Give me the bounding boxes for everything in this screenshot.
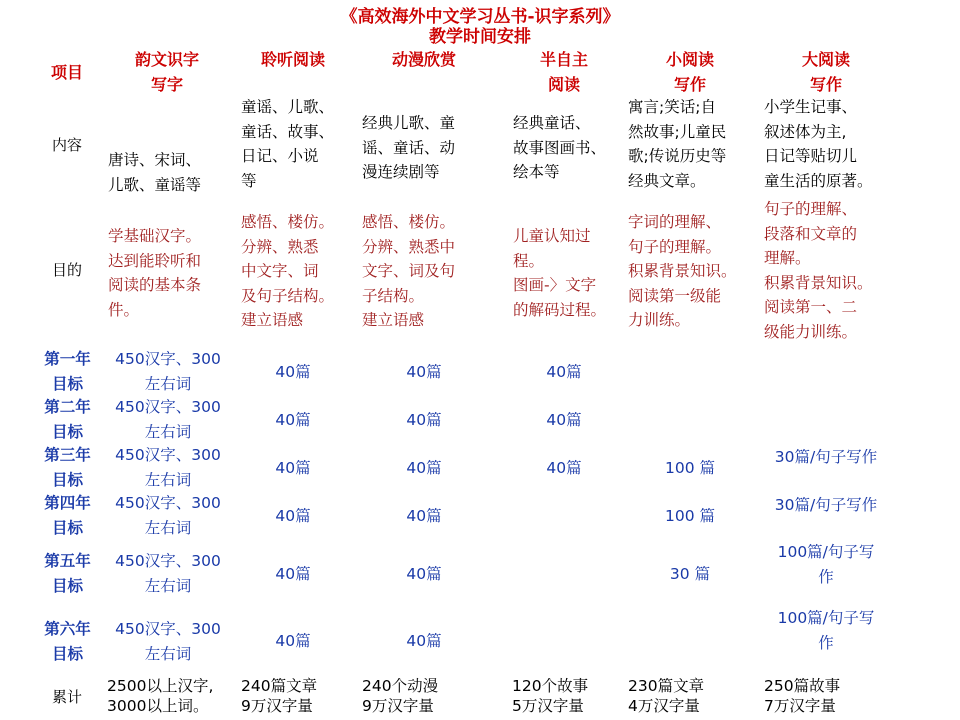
row-label-content: 内容 <box>51 136 82 154</box>
header-col-5: 小阅读 写作 <box>665 50 714 94</box>
year-6-col-3: 40篇 <box>406 632 442 650</box>
year-4-col-2: 40篇 <box>275 507 311 525</box>
year-3-col-5: 100 篇 <box>664 459 715 477</box>
year-4-col-1: 450汉字、300 左右词 <box>115 494 221 537</box>
content-col-5: 寓言;笑话;自 然故事;儿童民 歌;传说历史等 经典文章。 <box>628 98 727 190</box>
year-3-col-4: 40篇 <box>546 459 582 477</box>
content-col-3: 经典儿歌、童 谣、童话、动 漫连续剧等 <box>362 114 456 181</box>
year-5-col-1: 450汉字、300 左右词 <box>115 552 221 595</box>
year-1-label: 第一年 目标 <box>44 350 91 393</box>
year-2-col-4: 40篇 <box>546 411 582 429</box>
header-col-4: 半自主 阅读 <box>539 50 588 94</box>
year-4-label: 第四年 目标 <box>44 494 91 537</box>
header-item: 项目 <box>50 63 83 82</box>
year-6-col-2: 40篇 <box>275 632 311 650</box>
year-2-col-3: 40篇 <box>406 411 442 429</box>
cumulative-col-1: 2500以上汉字, 3000以上词。 <box>107 677 214 715</box>
year-2-label: 第二年 目标 <box>44 398 91 441</box>
year-6-label: 第六年 目标 <box>44 620 91 663</box>
year-1-col-4: 40篇 <box>546 363 582 381</box>
content-col-2: 童谣、儿歌、 童话、故事、 日记、小说 等 <box>241 98 335 190</box>
year-3-col-2: 40篇 <box>275 459 311 477</box>
row-label-purpose: 目的 <box>51 261 82 279</box>
year-5-label: 第五年 目标 <box>44 552 91 595</box>
year-5-col-5: 30 篇 <box>669 565 711 583</box>
year-4-col-6: 30篇/句子写作 <box>774 496 878 514</box>
year-1-col-1: 450汉字、300 左右词 <box>115 350 221 393</box>
purpose-col-6: 句子的理解、 段落和文章的 理解。 积累背景知识。 阅读第一、二 级能力训练。 <box>764 200 873 341</box>
purpose-col-2: 感悟、楼仿。 分辨、熟悉 中文字、词 及句子结构。 建立语感 <box>241 213 335 329</box>
header-col-1: 韵文识字 写字 <box>134 50 199 94</box>
purpose-col-1: 学基础汉字。 达到能聆听和 阅读的基本条 件。 <box>108 227 202 319</box>
purpose-col-4: 儿童认知过 程。 图画-〉文字 的解码过程。 <box>513 227 607 319</box>
year-1-col-2: 40篇 <box>275 363 311 381</box>
content-col-4: 经典童话、 故事图画书、 绘本等 <box>513 114 607 181</box>
header-col-6: 大阅读 写作 <box>801 50 850 94</box>
year-3-label: 第三年 目标 <box>44 446 91 489</box>
year-5-col-2: 40篇 <box>275 565 311 583</box>
row-label-cumulative: 累计 <box>51 688 82 706</box>
cumulative-col-5: 230篇文章 4万汉字量 <box>628 677 705 715</box>
year-1-col-3: 40篇 <box>406 363 442 381</box>
year-6-col-1: 450汉字、300 左右词 <box>115 620 221 663</box>
year-5-col-6: 100篇/句子写 作 <box>777 543 875 586</box>
year-3-col-6: 30篇/句子写作 <box>774 448 878 466</box>
content-col-6: 小学生记事、 叙述体为主, 日记等贴切儿 童生活的原著。 <box>764 98 873 190</box>
cumulative-col-3: 240个动漫 9万汉字量 <box>362 677 439 715</box>
year-3-col-1: 450汉字、300 左右词 <box>115 446 221 489</box>
year-3-col-3: 40篇 <box>406 459 442 477</box>
year-5-col-3: 40篇 <box>406 565 442 583</box>
document-subtitle: 教学时间安排 <box>429 27 531 47</box>
year-2-col-1: 450汉字、300 左右词 <box>115 398 221 441</box>
header-col-2: 聆听阅读 <box>260 50 325 69</box>
cumulative-col-6: 250篇故事 7万汉字量 <box>764 677 841 715</box>
year-2-col-2: 40篇 <box>275 411 311 429</box>
year-6-col-6: 100篇/句子写 作 <box>777 609 875 652</box>
purpose-col-3: 感悟、楼仿。 分辨、熟悉中 文字、词及句 子结构。 建立语感 <box>362 213 456 329</box>
header-col-3: 动漫欣赏 <box>391 50 456 69</box>
purpose-col-5: 字词的理解、 句子的理解。 积累背景知识。 阅读第一级能 力训练。 <box>628 213 737 329</box>
year-4-col-3: 40篇 <box>406 507 442 525</box>
document-title: 《高效海外中文学习丛书-识字系列》 <box>340 7 620 27</box>
cumulative-col-4: 120个故事 5万汉字量 <box>512 677 589 715</box>
year-4-col-5: 100 篇 <box>664 507 715 525</box>
cumulative-col-2: 240篇文章 9万汉字量 <box>241 677 318 715</box>
content-col-1: 唐诗、宋词、 儿歌、童谣等 <box>108 151 202 194</box>
